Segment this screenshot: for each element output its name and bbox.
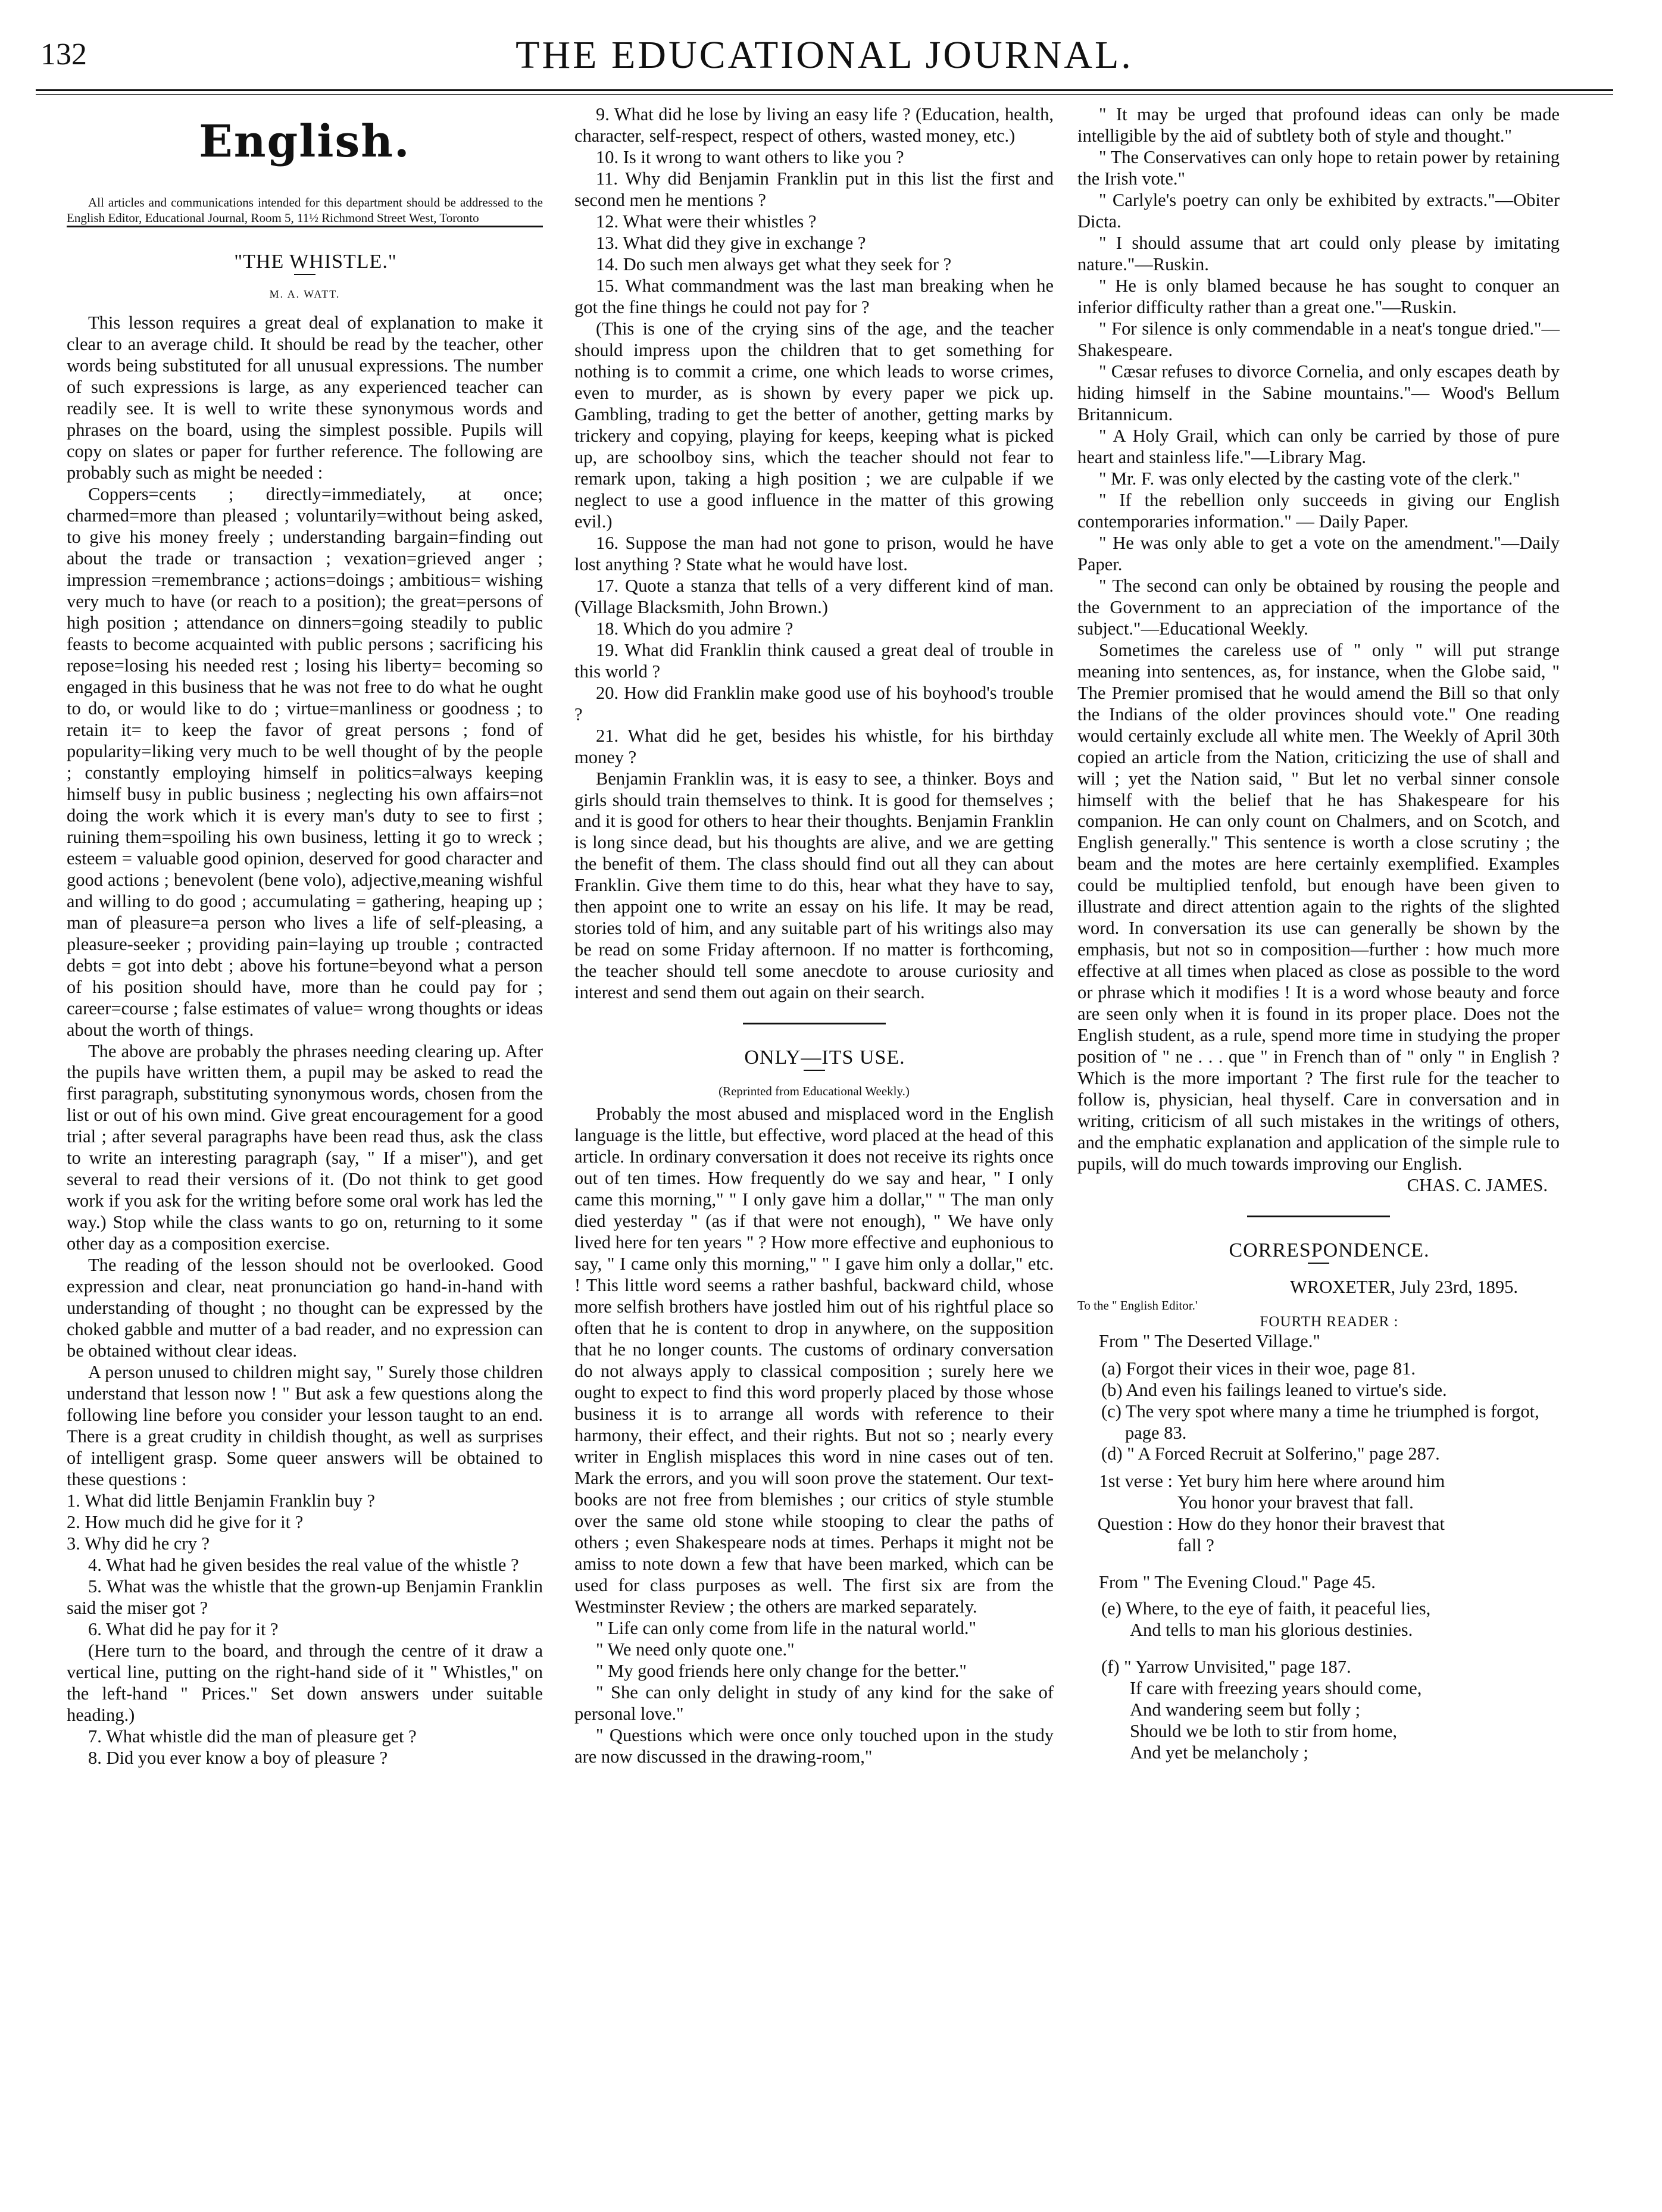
- poem-line: And wandering seem but folly ;: [1130, 1699, 1361, 1720]
- signature: CHAS. C. JAMES.: [1407, 1175, 1548, 1196]
- list-item: (a) Forgot their vices in their woe, page 81.: [1101, 1358, 1416, 1379]
- paragraph: Coppers=cents ; directly=immediately, at once; charmed=more than pleased ; voluntarily=without being asked, to give his money freely ; understanding bargain=finding out about the trade or transaction ; vexation=grieved anger ; impression =remembrance ; actions=doings ; ambitious= wishing very much to have (or reach to a position); the great=persons of high position ; attendance on dinners=going steadily to public feasts to become acquainted with public persons ; sacrificing his repose=losing his needed rest ; losing his liberty= becoming so engaged in this business that he was not free to do what he ought to do, or would like to do ; virtue=manliness or goodness ; to retain it= to keep the favor of great persons ; fond of popularity=liking very much to be well thought of by the people ; constantly employing himself in politics=always keeping himself busy in public business ; neglecting his own affairs=not doing the work which it is every man's duty to see to first ; ruining them=spoiling his own business, letting it go to wreck ; esteem = valuable good opinion, deserved for good character and good actions ; benevolent (bene volo), adjective,meaning wishful and willing to do good ; accumulating = gathering, heaping up ; man of pleasure=a person who lives a life of self-pleasing, a pleasure-seeker ; providing pain=laying up trouble ; contracted debts = got into debt ; above his fortune=beyond what a person of his position should have, more than he could pay for ; career=course ; false estimates of value= wrong thoughts or ideas about the worth of things.: [67, 483, 543, 1040]
- quote: " We need only quote one.": [596, 1639, 795, 1660]
- question-item: 3. Why did he cry ?: [67, 1533, 210, 1554]
- question-item: 7. What whistle did the man of pleasure get ?: [88, 1726, 417, 1747]
- paragraph: A person unused to children might say, " Surely those children understand that lesson now ! " But ask a few questions along the following line before you consider your lesson taught to an end. There is a great crudity in childish thought, as well as surprises of intelligent grasp. Some queer answers will be obtained to these questions :: [67, 1362, 543, 1490]
- poem-line: Should we be loth to stir from home,: [1130, 1721, 1397, 1742]
- quote: " Life can only come from life in the natural world.": [596, 1617, 976, 1638]
- quote: " He was only able to get a vote on the amendment."—Daily Paper.: [1077, 532, 1560, 574]
- short-rule: [294, 274, 315, 275]
- question-item: 4. What had he given besides the real value of the whistle ?: [88, 1555, 519, 1576]
- list-item: (d) " A Forced Recruit at Solferino," page 287.: [1101, 1444, 1440, 1464]
- poem-line: If care with freezing years should come,: [1130, 1678, 1422, 1699]
- question-item: 9. What did he lose by living an easy life ? (Education, health, character, self-respect, respect of others, wasted money, etc.): [574, 104, 1054, 146]
- column-3: [1077, 104, 1560, 1764]
- reader-heading: FOURTH READER :: [1260, 1314, 1399, 1330]
- journal-title: THE EDUCATIONAL JOURNAL.: [516, 33, 1133, 77]
- short-rule: [804, 1070, 825, 1071]
- question-item: 8. Did you ever know a boy of pleasure ?: [88, 1747, 388, 1768]
- verse-row: [1077, 1471, 1560, 1492]
- question-item: 6. What did he pay for it ?: [88, 1619, 279, 1640]
- question-line: fall ?: [1177, 1535, 1214, 1556]
- article-separator: [1247, 1216, 1390, 1217]
- quote: " It may be urged that profound ideas can only be made intelligible by the aid of subtlety both of style and thought.": [1077, 104, 1560, 146]
- paragraph: This lesson requires a great deal of explanation to make it clear to an average child. It should be read by the teacher, other words being substituted for all unusual expressions. The number of such expressions is large, as any experienced teacher can readily see. It is well to write these synonymous words and phrases on the board, using the simplest possible. Pupils will copy on slates or paper for further reference. The following are probably such as might be needed :: [67, 313, 543, 483]
- question-item: 17. Quote a stanza that tells of a very different kind of man. (Village Blacksmith, John Brown.): [574, 575, 1054, 617]
- question-item: 2. How much did he give for it ?: [67, 1512, 304, 1533]
- instruction-note: (This is one of the crying sins of the age, and the teacher should impress upon the children that to get something for nothing is to commit a crime, one which leads to worse crimes, even to murder, as is shown by every paper we pick up. Gambling, trading to get the better of another, getting marks by trickery and copying, playing for keeps, keeping what is picked up, are schoolboy sins, which the teacher should not fear to remark upon, taking a high position ; we are culpable if we neglect to use a good influence in the matter of this growing evil.): [574, 318, 1054, 532]
- column-1: [67, 104, 543, 1769]
- reprint-note: (Reprinted from Educational Weekly.): [718, 1084, 910, 1099]
- question-item: 10. Is it wrong to want others to like you ?: [596, 146, 904, 167]
- question-item: 14. Do such men always get what they seek for ?: [596, 254, 952, 274]
- section-title: English.: [199, 116, 411, 167]
- question-item: 20. How did Franklin make good use of his boyhood's trouble ?: [574, 682, 1054, 724]
- question-item: 21. What did he get, besides his whistle, for his birthday money ?: [574, 725, 1054, 767]
- paragraph: Probably the most abused and misplaced word in the English language is the little, but effective, word placed at the head of this article. In ordinary conversation it does not receive its rights once out of ten times. How frequently do we say and hear, " I only came this morning," " I only gave him a dollar," " The man only died yesterday " (as if that were not enough), " We have only lived here for ten years " ? How more effective and euphonious to say, " I came only this morning," " I gave him only a dollar," etc. ! This little word seems a rather bashful, backward child, whose more selfish brothers have jostled him out of his rightful place so often that he is content to drop in anywhere, on the supposition that he no longer counts. The customs of ordinary conversation do not always apply to classical composition ; surely here we ought to expect to find this word properly placed by those whose business it is to arrange all words with reference to their harmony, their effect, and their rights. But not so ; nearly every writer in English misplaces this word in nine cases out of ten. Mark the errors, and you will soon prove the statement. Our text-books are not free from blemishes ; our critics of style stumble over the same old stone while stooping to clear the paths of others ; even Shakespeare nods at times. Perhaps it might not be amiss to note down a few that have been marked, which can be used for class purposes as well. The first six are from the Westminster Review ; the others are marked separately.: [574, 1104, 1054, 1617]
- quote: " He is only blamed because he has sought to conquer an inferior difficulty rather than a great one."—Ruskin.: [1077, 275, 1560, 317]
- list-item: (e) Where, to the eye of faith, it peaceful lies,: [1101, 1598, 1431, 1619]
- quote: " Carlyle's poetry can only be exhibited by extracts."—Obiter Dicta.: [1077, 189, 1560, 232]
- question-item: 11. Why did Benjamin Franklin put in this list the first and second men he mentions ?: [574, 168, 1054, 210]
- question-item: 12. What were their whistles ?: [596, 211, 817, 232]
- list-item: (c) The very spot where many a time he triumphed is forgot, page 83.: [1101, 1401, 1539, 1443]
- verse-line: You honor your bravest that fall.: [1177, 1492, 1414, 1513]
- paragraph: Sometimes the careless use of " only " will put strange meaning into sentences, as, for instance, when the Globe said, " The Premier promised that he would amend the Bill so that only the Indians of the older provinces should vote." One reading would certainly exclude all white men. The Weekly of April 30th copied an article from the Nation, criticizing the use of shall and will ; yet the Nation said, " But let no verbal sinner console himself with the belief that he has Shakespeare for his companion. He can only count on Chalmers, and on Scotch, and English generally." This sentence is worth a close scrutiny ; the beam and the motes are here certainly exemplified. Examples could be multiplied tenfold, but enough have been given to illustrate and direct attention again to the rights of the slighted word. In conversation its use can generally be shown by the emphasis, but not so in composition—further : how much more effective at all times when placed as close as possible to the word or phrase which it modifies ! It is a word whose beauty and force are seen only when it is found in its proper place. Does not the English student, as a rule, spend more time in studying the proper position of " ne . . . que " in French than of " only " in English ? Which is the more important ? The first rule for the teacher to follow is, physician, heal thyself. Care in conversation and in writing, criticism of all such mistakes in the writings of others, and the emphatic explanation and application of the simple rule to pupils, will do much towards improving our English.: [1077, 639, 1560, 1174]
- quote: " Mr. F. was only elected by the casting vote of the clerk.": [1099, 468, 1520, 489]
- question-label: Question :: [1097, 1514, 1173, 1535]
- divider: [67, 226, 543, 227]
- verse-label: 1st verse :: [1099, 1471, 1173, 1492]
- paragraph: The reading of the lesson should not be overlooked. Good expression and clear, neat pronunciation go hand-in-hand with understanding of thought ; no thought can be expressed by the choked gabble and mutter of a bad reader, and no expression can be obtained without clear ideas.: [67, 1255, 543, 1361]
- article-separator: [743, 1023, 886, 1024]
- question-line: How do they honor their bravest that: [1177, 1514, 1445, 1535]
- question-item: 16. Suppose the man had not gone to prison, would he have lost anything ? State what he would have lost.: [574, 532, 1054, 574]
- correspondence-title: CORRESPONDENCE.: [1229, 1239, 1430, 1262]
- quote: " She can only delight in study of any kind for the sake of personal love.": [574, 1682, 1054, 1724]
- question-item: 19. What did Franklin think caused a great deal of trouble in this world ?: [574, 639, 1054, 682]
- column-2: [574, 104, 1054, 1768]
- quote: " A Holy Grail, which can only be carried by those of pure heart and stainless life."—Library Mag.: [1077, 425, 1560, 467]
- question-item: 18. Which do you admire ?: [596, 618, 793, 639]
- from-line: From " The Deserted Village.": [1099, 1330, 1320, 1351]
- quote: " If the rebellion only succeeds in giving our English contemporaries information." — Daily Paper.: [1077, 489, 1560, 532]
- short-rule: [1308, 1263, 1329, 1264]
- page-number: 132: [40, 38, 87, 71]
- quote: " For silence is only commendable in a neat's tongue dried."—Shakespeare.: [1077, 318, 1560, 360]
- salutation: To the " English Editor.': [1077, 1298, 1198, 1313]
- department-notice: All articles and communications intended for this department should be addressed to the English Editor, Educational Journal, Room 5, 11½ Richmond Street West, Toronto: [67, 195, 543, 225]
- article-title: "THE WHISTLE.": [234, 250, 397, 273]
- paragraph: The above are probably the phrases needing clearing up. After the pupils have written them, a pupil may be asked to read the first paragraph, substituting synonymous words, chosen from the list or out of his own mind. Give great encouragement for a good trial ; after several paragraphs have been read thus, ask the class to write an interesting paragraph (say, " If a miser"), and get several to read their versions of it. (Do not think to get good work if you ask for the writing before some oral work has led the way.) Stop while the class wants to go on, returning to it some other day as a composition exercise.: [67, 1041, 543, 1254]
- quote: " Cæsar refuses to divorce Cornelia, and only escapes death by hiding himself in the Sabine mountains."— Wood's Bellum Britannicum.: [1077, 361, 1560, 424]
- question-item: 13. What did they give in exchange ?: [596, 232, 866, 253]
- article-title: ONLY—ITS USE.: [744, 1046, 905, 1069]
- page-header: [36, 30, 1613, 95]
- article-author: M. A. WATT.: [269, 288, 340, 300]
- closing-paragraph: Benjamin Franklin was, it is easy to see, a thinker. Boys and girls should train themselves to think. It is good for themselves ; and it is good for others to hear their thoughts. Benjamin Franklin is long since dead, but his thoughts are alive, and we are getting the benefit of them. The class should find out all they can about Franklin. Give them time to do this, hear what they have to say, then appoint one to write an essay on his life. It may be read, stories told of him, and any suitable part of his writings also may be read on some Friday afternoon. If no matter is forthcoming, the teacher should tell some anecdote to arouse curiosity and interest and send them out again on their search.: [574, 768, 1054, 1003]
- quote: " I should assume that art could only please by imitating nature."—Ruskin.: [1077, 232, 1560, 274]
- quote: " My good friends here only change for the better.": [596, 1660, 967, 1681]
- question-item: 5. What was the whistle that the grown-up Benjamin Franklin said the miser got ?: [67, 1576, 543, 1619]
- dateline: WROXETER, July 23rd, 1895.: [1290, 1277, 1518, 1298]
- question-item: 1. What did little Benjamin Franklin buy ?: [67, 1491, 375, 1511]
- instruction-note: (Here turn to the board, and through the centre of it draw a vertical line, putting on the right-hand side of it " Whistles," on the left-hand " Prices." Set down answers under suitable heading.): [67, 1641, 543, 1726]
- quote: " The Conservatives can only hope to retain power by retaining the Irish vote.": [1077, 146, 1560, 189]
- question-row: [1077, 1514, 1560, 1535]
- list-item: (f) " Yarrow Unvisited," page 187.: [1101, 1657, 1351, 1677]
- poem-line: And yet be melancholy ;: [1130, 1742, 1308, 1763]
- quote: " The second can only be obtained by rousing the people and the Government to an appreciation of the importance of the subject."—Educational Weekly.: [1077, 575, 1560, 639]
- from-line: From " The Evening Cloud." Page 45.: [1099, 1572, 1376, 1593]
- header-rule: [36, 89, 1613, 95]
- verse-line: Yet bury him here where around him: [1177, 1471, 1445, 1492]
- quote: " Questions which were once only touched upon in the study are now discussed in the drawing-room,": [574, 1724, 1054, 1767]
- list-item-cont: And tells to man his glorious destinies.: [1130, 1620, 1413, 1641]
- list-item: (b) And even his failings leaned to virtue's side.: [1101, 1379, 1447, 1400]
- question-item: 15. What commandment was the last man breaking when he got the fine things he could not pay for ?: [574, 275, 1054, 317]
